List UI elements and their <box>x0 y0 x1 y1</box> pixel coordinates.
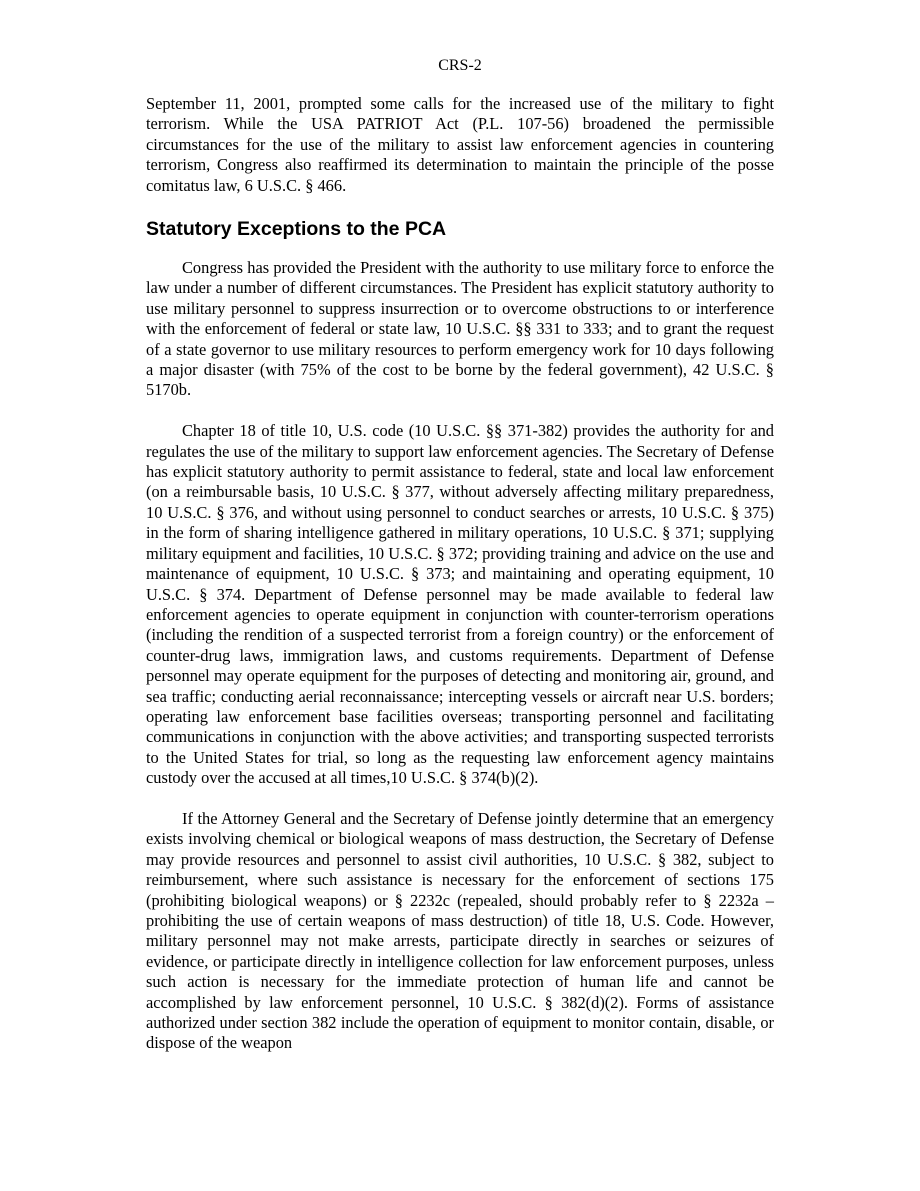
paragraph-wmd-emergency: If the Attorney General and the Secretary of Defense jointly determine that an emergency exists involving chemical or biological weapons of mass destruction, the Secretary of Defense may provide resources and personnel to assist civil authorities, 10 U.S.C. § 382, subject to reimbursement, where such assistance is necessary for the enforcement of sections 175 (prohibiting biological weapons) or § 2232c (repealed, should probably refer to § 2232a – prohibiting the use of certain weapons of mass destruction) of title 18, U.S. Code. However, military personnel may not make arrests, participate directly in searches or seizures of evidence, or participate directly in intelligence collection for law enforcement purposes, unless such action is necessary for the immediate protection of human life and cannot be accomplished by law enforcement personnel, 10 U.S.C. § 382(d)(2). Forms of assistance authorized under section 382 include the operation of equipment to monitor contain, disable, or dispose of the weapon <box>146 808 774 1053</box>
paragraph-president-authority: Congress has provided the President with the authority to use military force to enforce the law under a number of different circumstances. The President has explicit statutory authority to use military personnel to suppress insurrection or to overcome obstructions to or interference with the enforcement of federal or state law, 10 U.S.C. §§ 331 to 333; and to grant the request of a state governor to use military resources to perform emergency work for 10 days following a major disaster (with 75% of the cost to be borne by the federal government), 42 U.S.C. § 5170b. <box>146 258 774 400</box>
paragraph-continuation: September 11, 2001, prompted some calls for the increased use of the military to fight terrorism. While the USA PATRIOT Act (P.L. 107-56) broadened the permissible circumstances for the use of the military to assist law enforcement agencies in countering terrorism, Congress also reaffirmed its determination to maintain the principle of the posse comitatus law, 6 U.S.C. § 466. <box>146 94 774 195</box>
document-body <box>146 94 774 1054</box>
section-heading: Statutory Exceptions to the PCA <box>146 218 447 241</box>
page-header: CRS-2 <box>438 57 482 74</box>
paragraph-chapter-18: Chapter 18 of title 10, U.S. code (10 U.S.C. §§ 371-382) provides the authority for and regulates the use of the military to support law enforcement agencies. The Secretary of Defense has explicit statutory authority to permit assistance to federal, state and local law enforcement (on a reimbursable basis, 10 U.S.C. § 377, without adversely affecting military preparedness, 10 U.S.C. § 376, and without using personnel to conduct searches or arrests, 10 U.S.C. § 375) in the form of sharing intelligence gathered in military operations, 10 U.S.C. § 371; supplying military equipment and facilities, 10 U.S.C. § 372; providing training and advice on the use and maintenance of equipment, 10 U.S.C. § 373; and maintaining and operating equipment, 10 U.S.C. § 374. Department of Defense personnel may be made available to federal law enforcement agencies to operate equipment in conjunction with counter-terrorism operations (including the rendition of a suspected terrorist from a foreign country) or the enforcement of counter-drug laws, immigration laws, and customs requirements. Department of Defense personnel may operate equipment for the purposes of detecting and monitoring air, ground, and sea traffic; conducting aerial reconnaissance; intercepting vessels or aircraft near U.S. borders; operating law enforcement base facilities overseas; transporting personnel and facilitating communications in conjunction with the above activities; and transporting suspected terrorists to the United States for trial, so long as the requesting law enforcement agency maintains custody over the accused at all times,10 U.S.C. § 374(b)(2). <box>146 421 774 788</box>
